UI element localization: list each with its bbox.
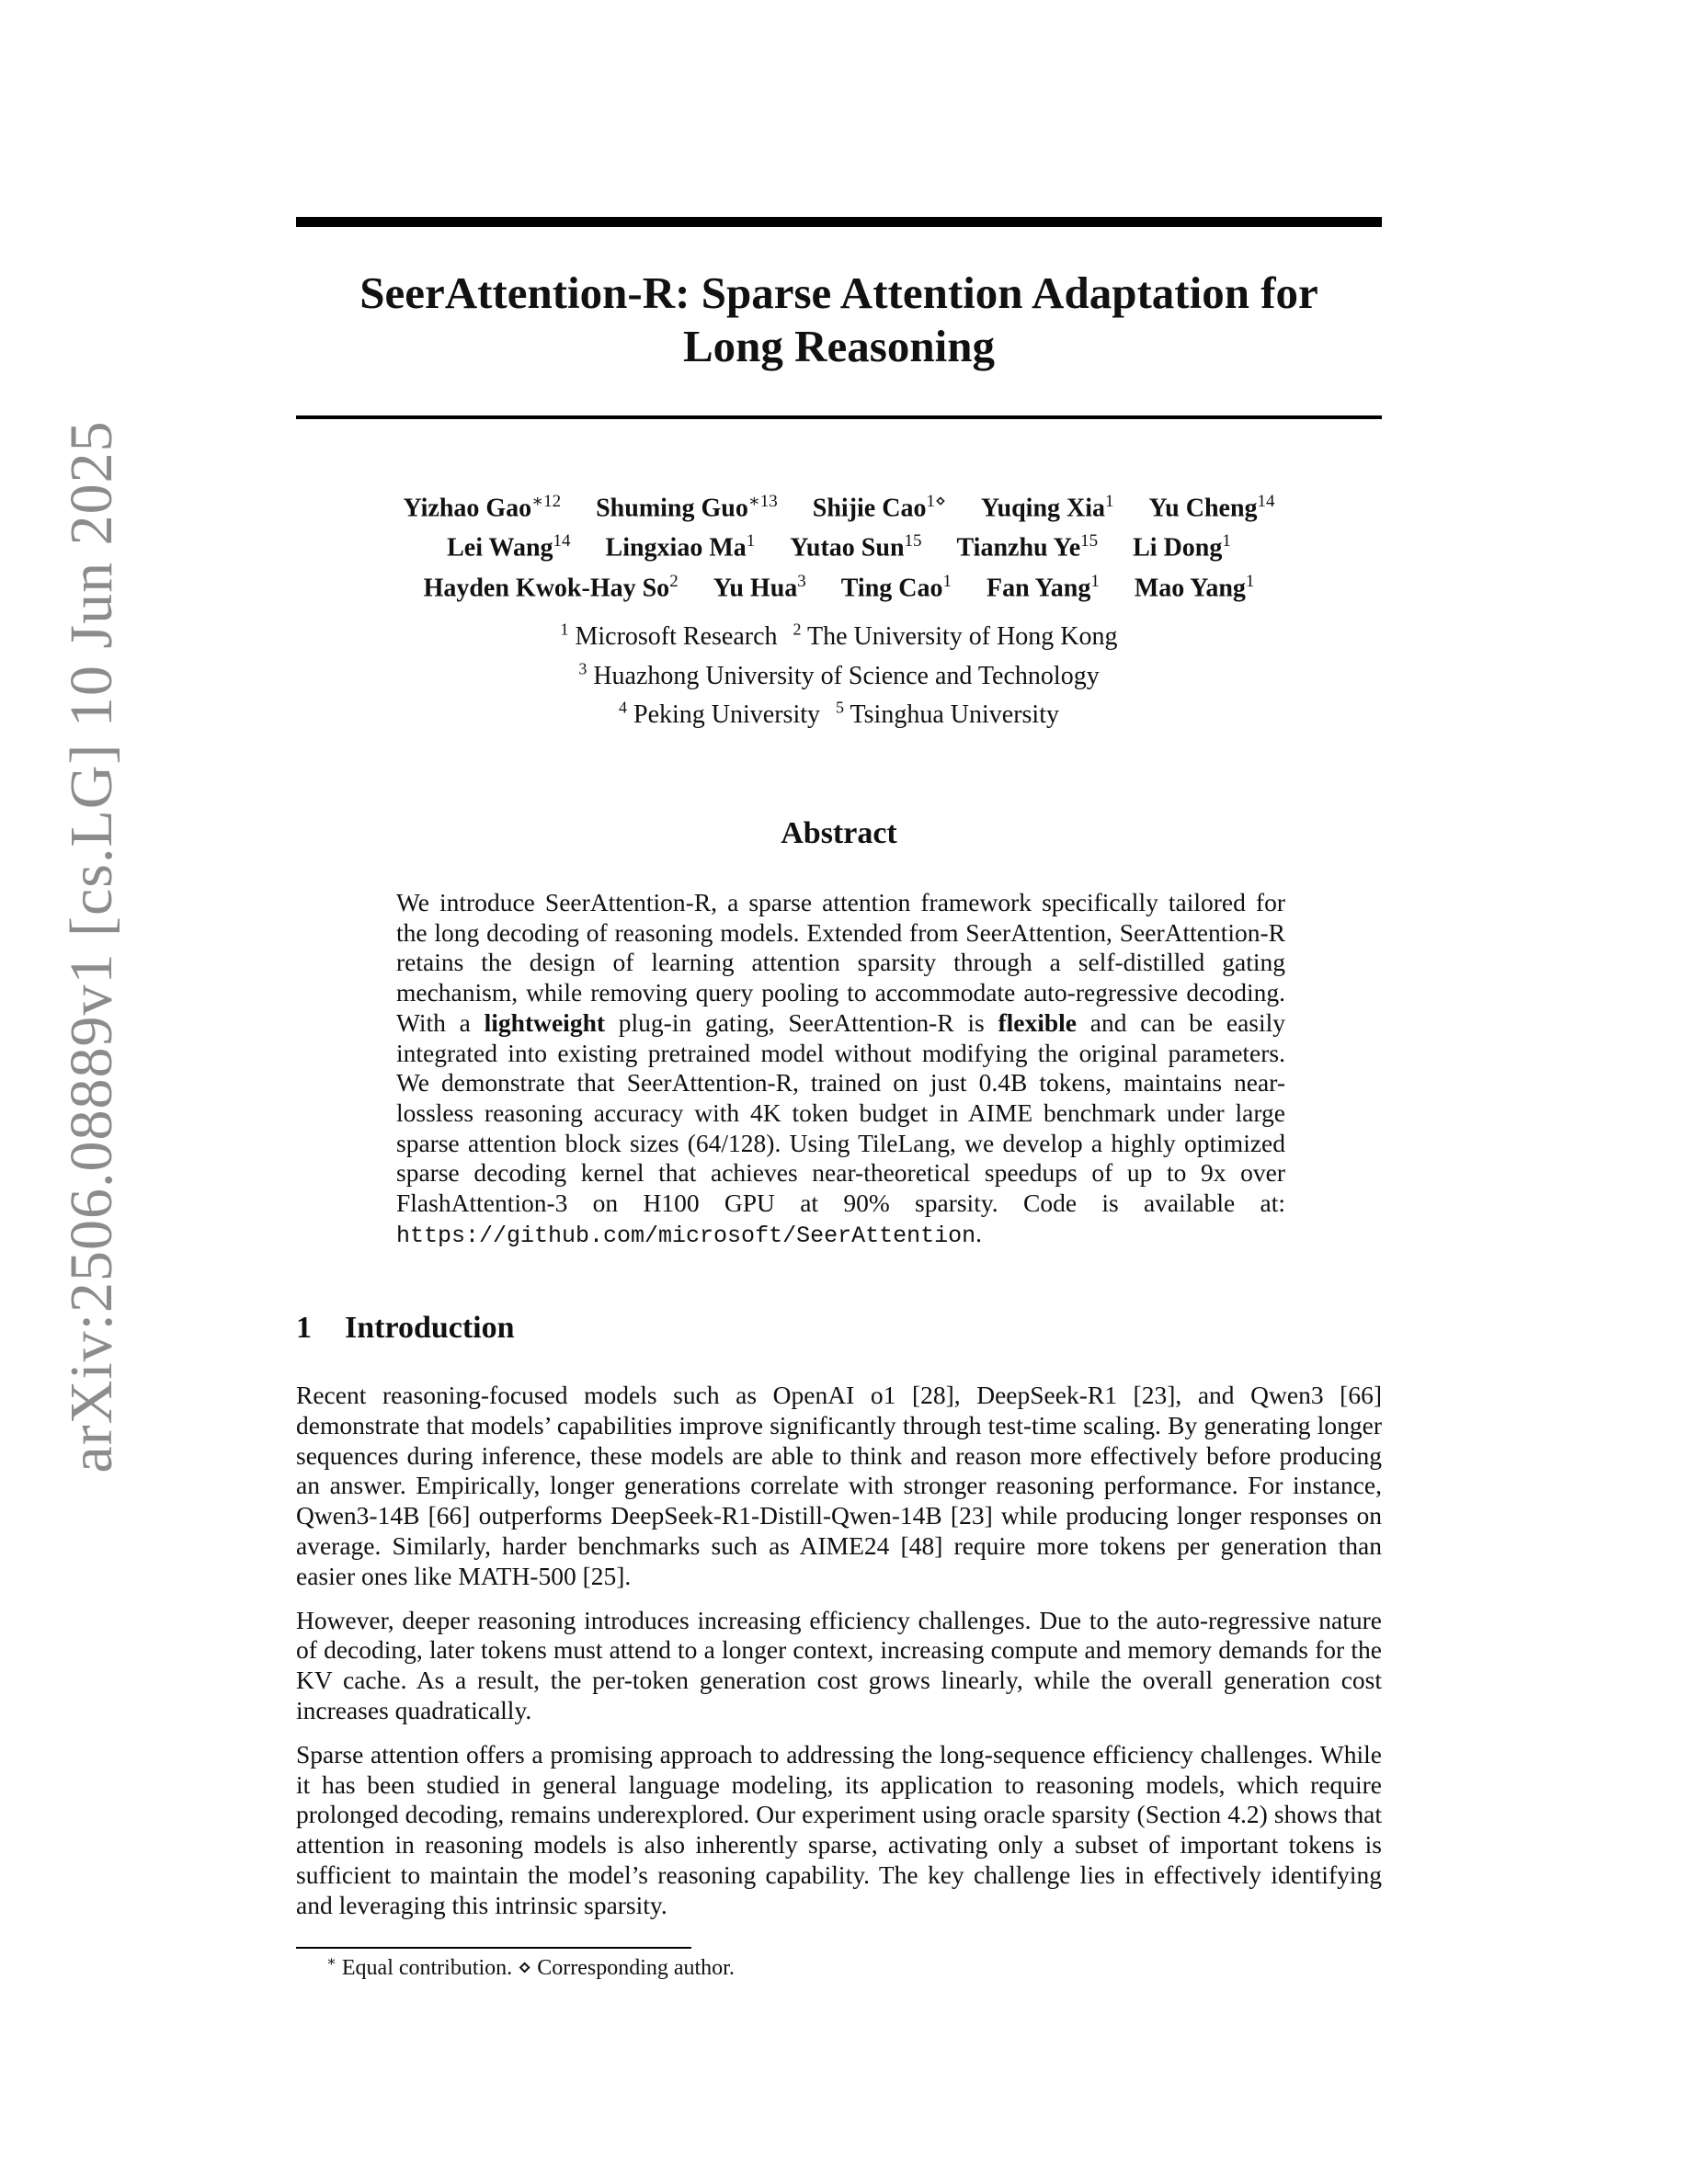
author-affiliation-mark: 15 [1080, 531, 1099, 552]
affiliation [560, 622, 777, 651]
affiliation-number: 2 [793, 620, 802, 639]
author-affiliation-mark: 1 [942, 571, 952, 591]
affiliation-number: 3 [578, 659, 587, 678]
author-affiliation-mark: 14 [1257, 492, 1275, 511]
author-name: Yu Hua [713, 573, 798, 602]
title-bottom-rule [296, 415, 1382, 419]
footnote-diamond-mark: ⋄ [518, 1956, 532, 1980]
author-affiliation-mark: 1 [1245, 571, 1255, 591]
footnote-star-mark: ∗ [326, 1954, 336, 1970]
paper-title [296, 267, 1382, 373]
footnote-text: Corresponding author. [537, 1956, 735, 1980]
abstract-text: plug-in gating, SeerAttention-R is [605, 1007, 998, 1037]
author-affiliation-mark: 15 [904, 531, 922, 552]
author [447, 525, 570, 564]
author-affiliation-mark: ∗12 [531, 492, 562, 511]
title-line-2: Long Reasoning [682, 321, 995, 371]
arxiv-identifier-stamp: arXiv:2506.08889v1 [cs.LG] 10 Jun 2025 [58, 420, 125, 1473]
author-name: Ting Cao [840, 573, 943, 602]
affiliation [793, 622, 1118, 651]
affiliation-name: The University of Hong Kong [807, 622, 1118, 652]
introduction-body [296, 1381, 1382, 1935]
author-name: Yu Cheng [1148, 494, 1258, 523]
intro-paragraph: However, deeper reasoning introduces increasing efficiency challenges. Due to the auto-regressive nature of decoding, later tokens must attend to a longer context, increasing compute and memory demands for the KV cache. As a result, the per-token generation cost grows linearly, while the overall generation cost increases quadratically. [296, 1605, 1382, 1724]
affiliation-number: 5 [836, 698, 845, 717]
abstract-heading: Abstract [781, 816, 897, 850]
author [987, 565, 1100, 605]
author [713, 565, 806, 605]
author-name: Mao Yang [1134, 573, 1246, 602]
author-affiliation-mark: 2 [669, 571, 679, 591]
code-url-link[interactable]: https://github.com/microsoft/SeerAttention [396, 1222, 976, 1249]
author-line-1 [296, 485, 1382, 525]
author-name: Li Dong [1133, 533, 1223, 563]
affiliation-line-2 [296, 653, 1382, 691]
author-affiliation-mark: ∗13 [747, 492, 778, 511]
abstract-bold-term: flexible [998, 1007, 1077, 1037]
title-top-rule [296, 217, 1382, 227]
affiliation-line-1 [296, 614, 1382, 653]
abstract-text: and can be easily integrated into existing pretrained model without modifying the original parameters. We demonstrate that SeerAttention-R, trained on just 0.4B tokens, maintains near-lossless reasoning accuracy with 4K token budget in AIME benchmark under large sparse attention block sizes (64/128). Using TileLang, we develop a highly optimized sparse decoding kernel that achieves near-theoretical speedups of up to 9x over FlashAttention-3 on H100 GPU at 90% sparsity. Code is available at: [396, 1007, 1286, 1218]
affiliation-line-3 [296, 692, 1382, 731]
author-name: Lingxiao Ma [605, 533, 747, 563]
author-name: Yutao Sun [790, 533, 905, 563]
author-name: Fan Yang [987, 573, 1091, 602]
affiliation-list [296, 614, 1382, 731]
author-affiliation-mark: 1 [1090, 571, 1100, 591]
affiliation-name: Peking University [633, 700, 821, 729]
author-affiliation-mark: 1⋄ [926, 492, 946, 511]
author-name: Tianzhu Ye [956, 533, 1081, 563]
footnote-text: Equal contribution. [341, 1956, 513, 1980]
author-affiliation-mark: 1 [1222, 531, 1231, 552]
section-title: Introduction [345, 1311, 515, 1345]
abstract-body [396, 888, 1285, 1251]
abstract-bold-term: lightweight [484, 1007, 606, 1037]
author-affiliation-mark: 3 [797, 571, 806, 591]
abstract-text: We introduce SeerAttention-R, a sparse attention framework specifically tailored for the long decoding of reasoning models. Extended from SeerAttention, SeerAttention-R retains the design of learning attention sparsity through a self-distilled gating mechanism, while removing query pooling to accommodate auto-regressive decoding. With a [396, 888, 1285, 1037]
affiliation [836, 700, 1059, 729]
author [606, 525, 756, 564]
affiliation [578, 659, 1100, 690]
author [1149, 485, 1275, 525]
author [1135, 565, 1255, 605]
author-affiliation-mark: 14 [553, 531, 571, 552]
title-line-1: SeerAttention-R: Sparse Attention Adaptation for [359, 267, 1318, 318]
author [790, 525, 921, 564]
author [813, 485, 946, 525]
affiliation-number: 4 [619, 698, 628, 717]
author-name: Yizhao Gao [403, 494, 532, 523]
author-line-3 [296, 565, 1382, 605]
section-number: 1 [296, 1311, 312, 1345]
affiliation-name: Tsinghua University [850, 700, 1059, 729]
author-line-2 [296, 525, 1382, 564]
affiliation [619, 700, 820, 729]
author-name: Yuqing Xia [980, 494, 1106, 523]
footnote [326, 1949, 735, 1982]
author-name: Lei Wang [447, 533, 553, 563]
section-heading-introduction [296, 1311, 515, 1346]
abstract-text: . [975, 1218, 982, 1247]
author [403, 485, 561, 525]
affiliation-name: Microsoft Research [575, 622, 778, 652]
intro-paragraph: Sparse attention offers a promising approach to addressing the long-sequence efficiency challenges. While it has been studied in general language modeling, its application to reasoning models, which require prolonged decoding, remains underexplored. Our experiment using oracle sparsity (Section 4.2) shows that attention in reasoning models is also inherently sparse, activating only a subset of important tokens is sufficient to maintain the model’s reasoning capability. The key challenge lies in effectively identifying and leveraging this intrinsic sparsity. [296, 1739, 1382, 1919]
author-affiliation-mark: 1 [746, 531, 756, 552]
author [957, 525, 1099, 564]
affiliation-name: Huazhong University of Science and Technology [593, 661, 1100, 690]
author-affiliation-mark: 1 [1105, 492, 1114, 511]
author-name: Hayden Kwok-Hay So [423, 573, 670, 602]
author-name: Shijie Cao [812, 494, 927, 523]
author-list [296, 485, 1382, 605]
author [424, 565, 679, 605]
author [1133, 525, 1231, 564]
author [841, 565, 952, 605]
author-name: Shuming Guo [596, 494, 748, 523]
author [596, 485, 778, 525]
intro-paragraph: Recent reasoning-focused models such as OpenAI o1 [28], DeepSeek-R1 [23], and Qwen3 [66] demonstrate that models’ capabilities improve significantly through test-time scaling. By generating longer sequences during inference, these models are able to think and reason more effectively before producing an answer. Empirically, longer generations correlate with stronger reasoning performance. For instance, Qwen3-14B [66] outperforms DeepSeek-R1-Distill-Qwen-14B [23] while producing longer responses on average. Similarly, harder benchmarks such as AIME24 [48] require more tokens per generation than easier ones like MATH-500 [25]. [296, 1381, 1382, 1590]
author [981, 485, 1114, 525]
affiliation-number: 1 [560, 620, 569, 639]
